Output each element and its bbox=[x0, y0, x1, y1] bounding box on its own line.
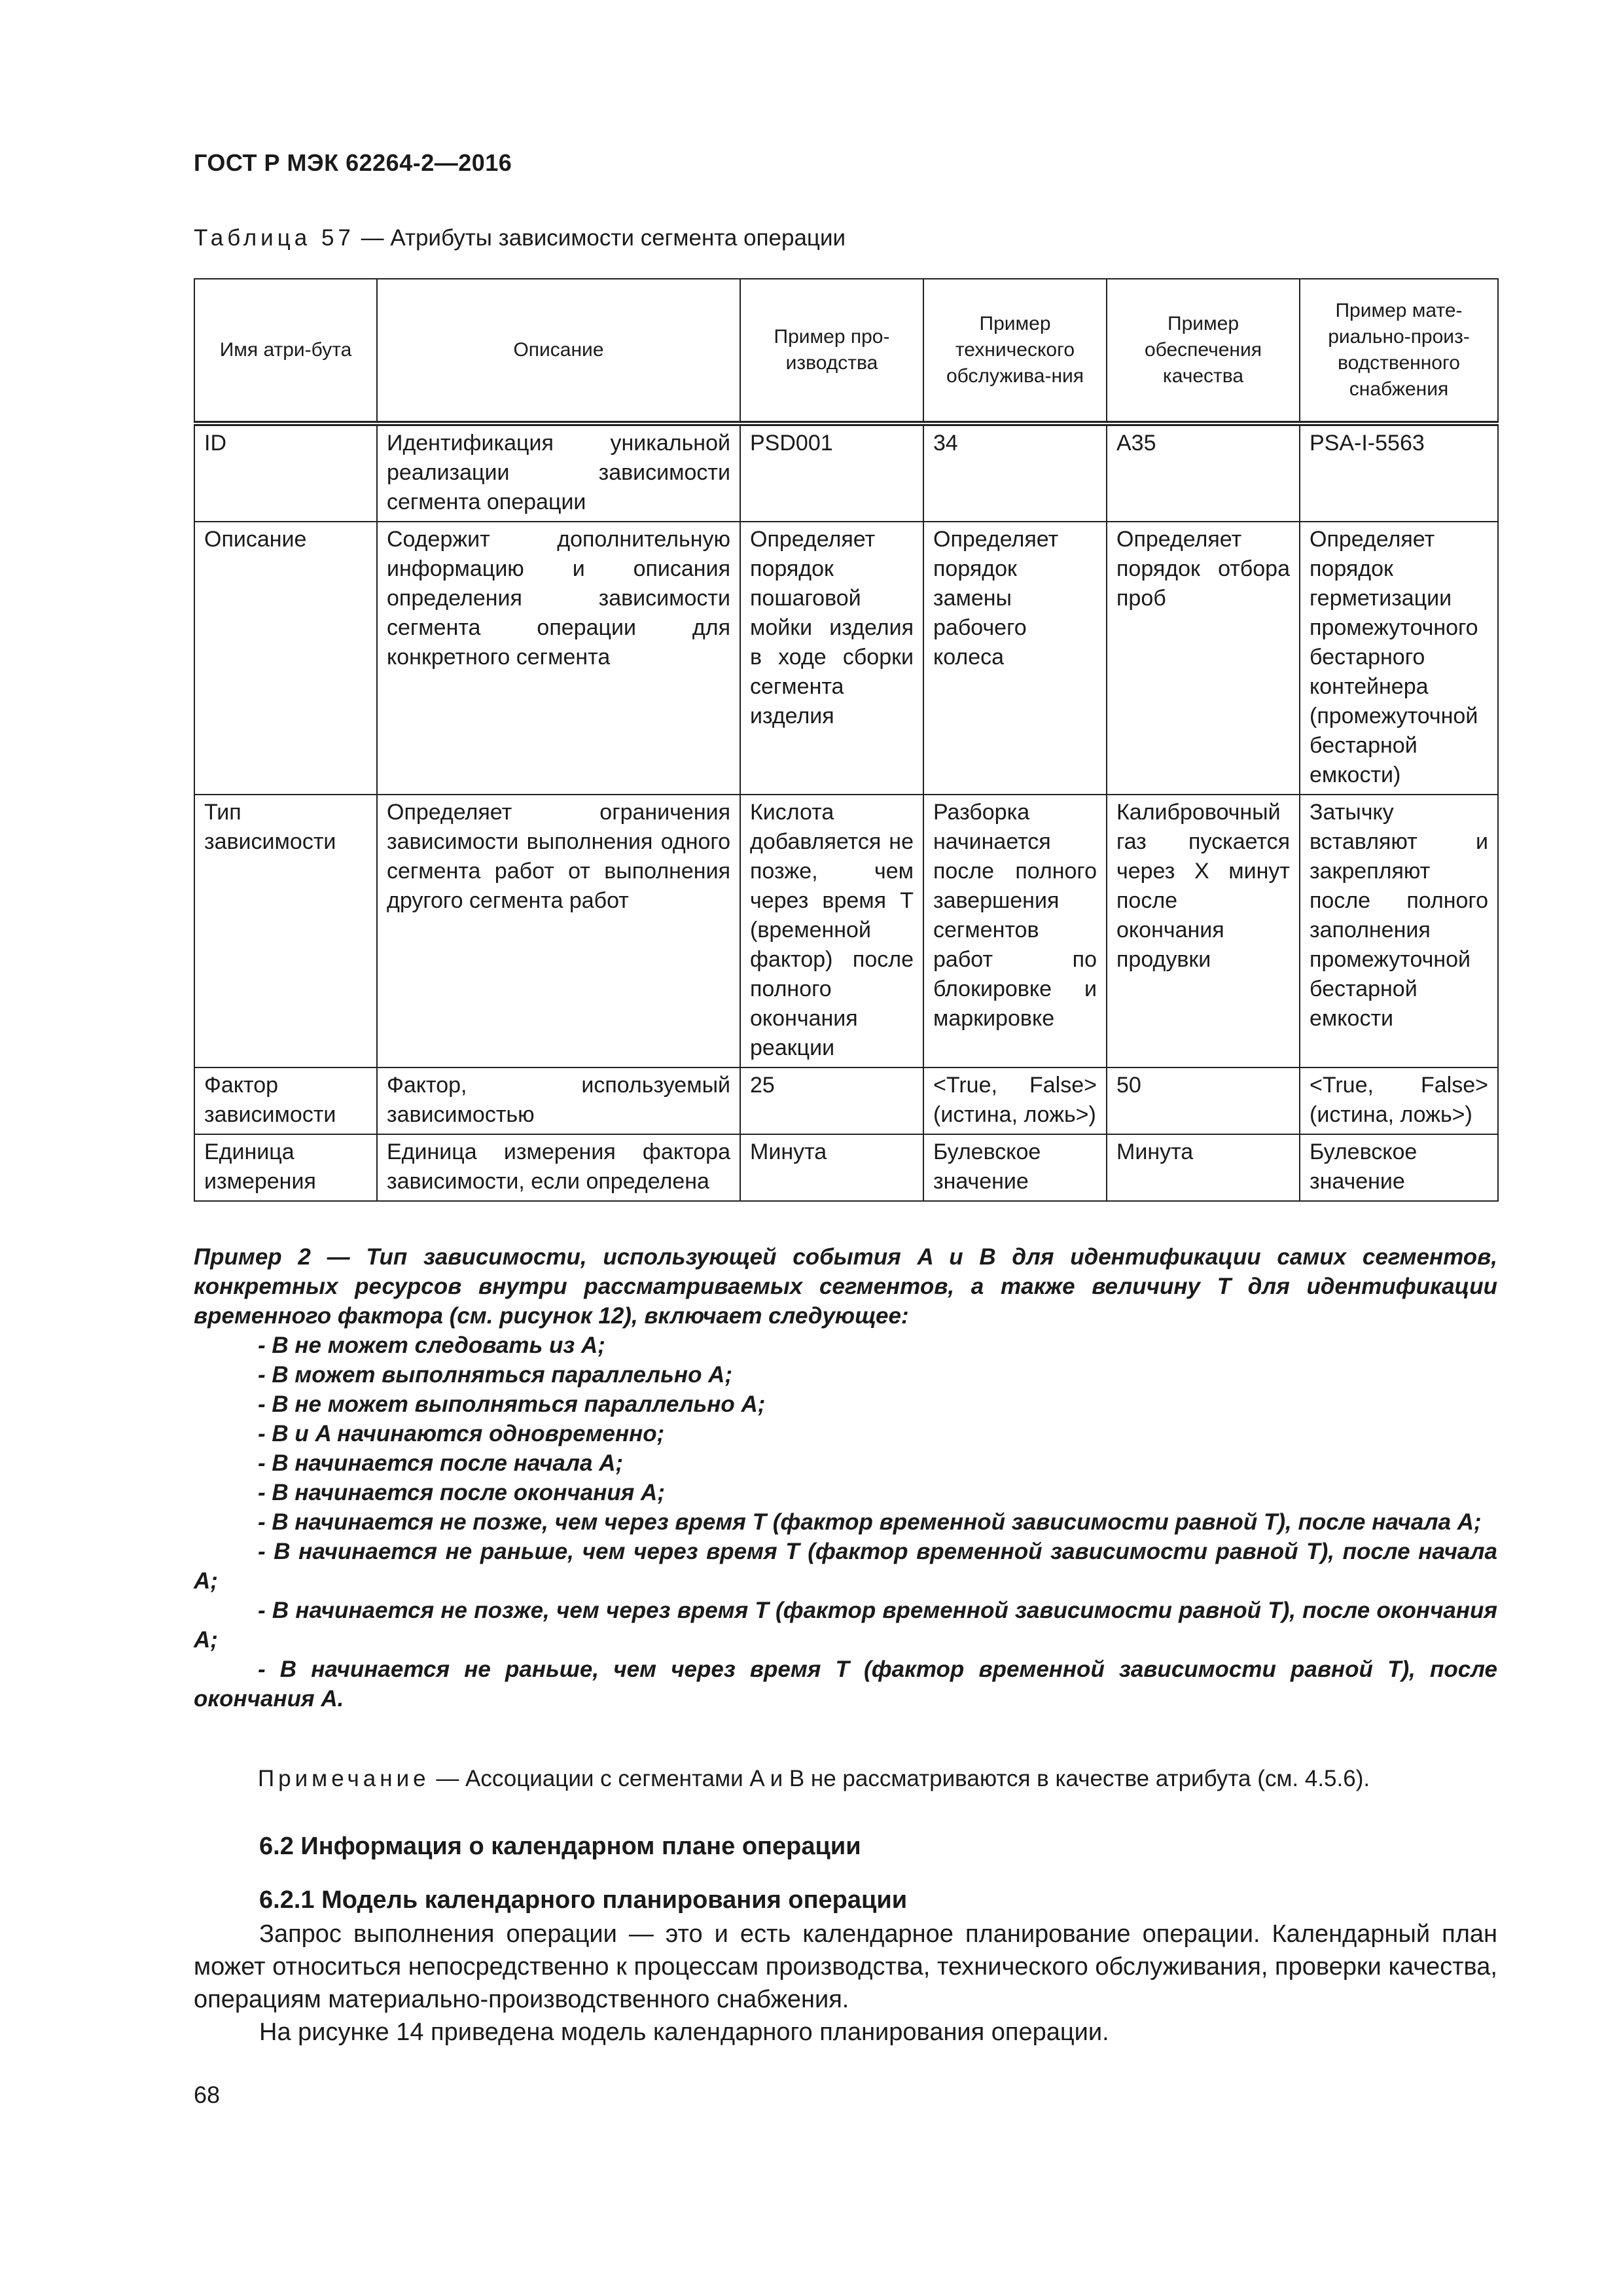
page-number: 68 bbox=[194, 2081, 221, 2108]
table-row bbox=[194, 423, 1498, 522]
col-header-quality: Пример обеспечения качества bbox=[1107, 279, 1300, 423]
example-item: - B может выполняться параллельно A; bbox=[258, 1362, 733, 1388]
table-cell: Идентификация уникальной реализации зависимости сегмента операции bbox=[377, 423, 740, 522]
example-item: - B начинается не позже, чем через время T (фактор временной зависимости равной T), после окончания A; bbox=[194, 1598, 1497, 1653]
section-heading: 6.2 Информация о календарном плане операции bbox=[259, 1833, 861, 1860]
table-cell: PSD001 bbox=[740, 423, 923, 522]
table-row bbox=[194, 1067, 1498, 1134]
paragraph: На рисунке 14 приведена модель календарного планирования операции. bbox=[259, 2018, 1109, 2046]
table-row bbox=[194, 795, 1498, 1067]
table-row bbox=[194, 1134, 1498, 1201]
example-intro: Пример 2 — Тип зависимости, использующей события A и B для идентификации самих сегментов, конкретных ресурсов внутри рассматриваемых сегментов, а также величину T для идентификации временного фактора (см. рисунок 12), включает следующее: bbox=[194, 1244, 1497, 1329]
table-row bbox=[194, 522, 1498, 795]
table-cell: Описание bbox=[194, 522, 377, 795]
table-caption-text: — Атрибуты зависимости сегмента операции bbox=[354, 225, 846, 251]
document-header: ГОСТ Р МЭК 62264-2—2016 bbox=[194, 149, 512, 176]
table-cell: Фактор, используемый зависимостью bbox=[377, 1067, 740, 1134]
example-block bbox=[194, 1242, 1497, 1713]
table-cell: Определяет порядок герметизации промежуточного бестарного контейнера (промежуточной бестарной емкости) bbox=[1300, 522, 1498, 795]
table-cell: <True, False> (истина, ложь>) bbox=[1300, 1067, 1498, 1134]
col-header-maintenance: Пример технического обслужива-ния bbox=[923, 279, 1107, 423]
table-cell: Содержит дополнительную информацию и описания определения зависимости сегмента операции для конкретного сегмента bbox=[377, 522, 740, 795]
table-cell: Определяет порядок отбора проб bbox=[1107, 522, 1300, 795]
example-item: - B начинается не раньше, чем через время T (фактор временной зависимости равной T), после начала A; bbox=[194, 1539, 1497, 1594]
table-cell: PSA-I-5563 bbox=[1300, 423, 1498, 522]
table-cell: Минута bbox=[1107, 1134, 1300, 1201]
note-label: Примечание bbox=[258, 1766, 430, 1791]
example-item: - B начинается после окончания A; bbox=[258, 1480, 665, 1505]
col-header-production: Пример про-изводства bbox=[740, 279, 923, 423]
table-cell: Определяет ограничения зависимости выполнения одного сегмента работ от выполнения другого сегмента работ bbox=[377, 795, 740, 1067]
table-cell: ID bbox=[194, 423, 377, 522]
table-cell: 50 bbox=[1107, 1067, 1300, 1134]
table-cell: 25 bbox=[740, 1067, 923, 1134]
table-caption bbox=[194, 225, 846, 251]
example-item: - B не может следовать из A; bbox=[258, 1333, 605, 1358]
example-item: - B начинается не раньше, чем через время T (фактор временной зависимости равной T), после окончания A. bbox=[194, 1657, 1497, 1712]
table-cell: Булевское значение bbox=[923, 1134, 1107, 1201]
attributes-table bbox=[194, 278, 1499, 1202]
table-cell: A35 bbox=[1107, 423, 1300, 522]
table-cell: Единица измерения фактора зависимости, если определена bbox=[377, 1134, 740, 1201]
example-item: - B не может выполняться параллельно A; bbox=[258, 1391, 766, 1417]
example-item: - B начинается после начала A; bbox=[258, 1450, 624, 1476]
subsection-heading: 6.2.1 Модель календарного планирования операции bbox=[259, 1886, 908, 1914]
table-cell: Определяет порядок замены рабочего колеса bbox=[923, 522, 1107, 795]
table-cell: Тип зависимости bbox=[194, 795, 377, 1067]
table-cell: Булевское значение bbox=[1300, 1134, 1498, 1201]
note-text: — Ассоциации с сегментами A и B не рассматриваются в качестве атрибута (см. 4.5.6). bbox=[429, 1766, 1370, 1791]
paragraph: Запрос выполнения операции — это и есть календарное планирование операции. Календарный план может относиться непосредственно к процессам производства, технического обслуживания, проверки качества, операциям материально-производственного снабжения. bbox=[194, 1920, 1497, 2013]
table-header bbox=[194, 279, 1498, 423]
table-cell: Затычку вставляют и закрепляют после полного заполнения промежуточной бестарной емкости bbox=[1300, 795, 1498, 1067]
note bbox=[194, 1764, 1497, 1793]
table-cell: 34 bbox=[923, 423, 1107, 522]
table-cell: Единица измерения bbox=[194, 1134, 377, 1201]
col-header-description: Описание bbox=[377, 279, 740, 423]
table-cell: Определяет порядок пошаговой мойки изделия в ходе сборки сегмента изделия bbox=[740, 522, 923, 795]
table-caption-label: Таблица 57 bbox=[194, 225, 355, 251]
table-cell: Фактор зависимости bbox=[194, 1067, 377, 1134]
col-header-name: Имя атри-бута bbox=[194, 279, 377, 423]
example-item: - B и A начинаются одновременно; bbox=[258, 1421, 665, 1446]
table-cell: Разборка начинается после полного завершения сегментов работ по блокировке и маркировке bbox=[923, 795, 1107, 1067]
body-text bbox=[194, 1918, 1497, 2049]
table-cell: <True, False> (истина, ложь>) bbox=[923, 1067, 1107, 1134]
table-cell: Кислота добавляется не позже, чем через время T (временной фактор) после полного окончания реакции bbox=[740, 795, 923, 1067]
example-item: - B начинается не позже, чем через время T (фактор временной зависимости равной T), после начала A; bbox=[258, 1509, 1482, 1535]
table-cell: Минута bbox=[740, 1134, 923, 1201]
col-header-inventory: Пример мате-риально-произ-водственного снабжения bbox=[1300, 279, 1498, 423]
table-cell: Калибровочный газ пускается через X минут после окончания продувки bbox=[1107, 795, 1300, 1067]
